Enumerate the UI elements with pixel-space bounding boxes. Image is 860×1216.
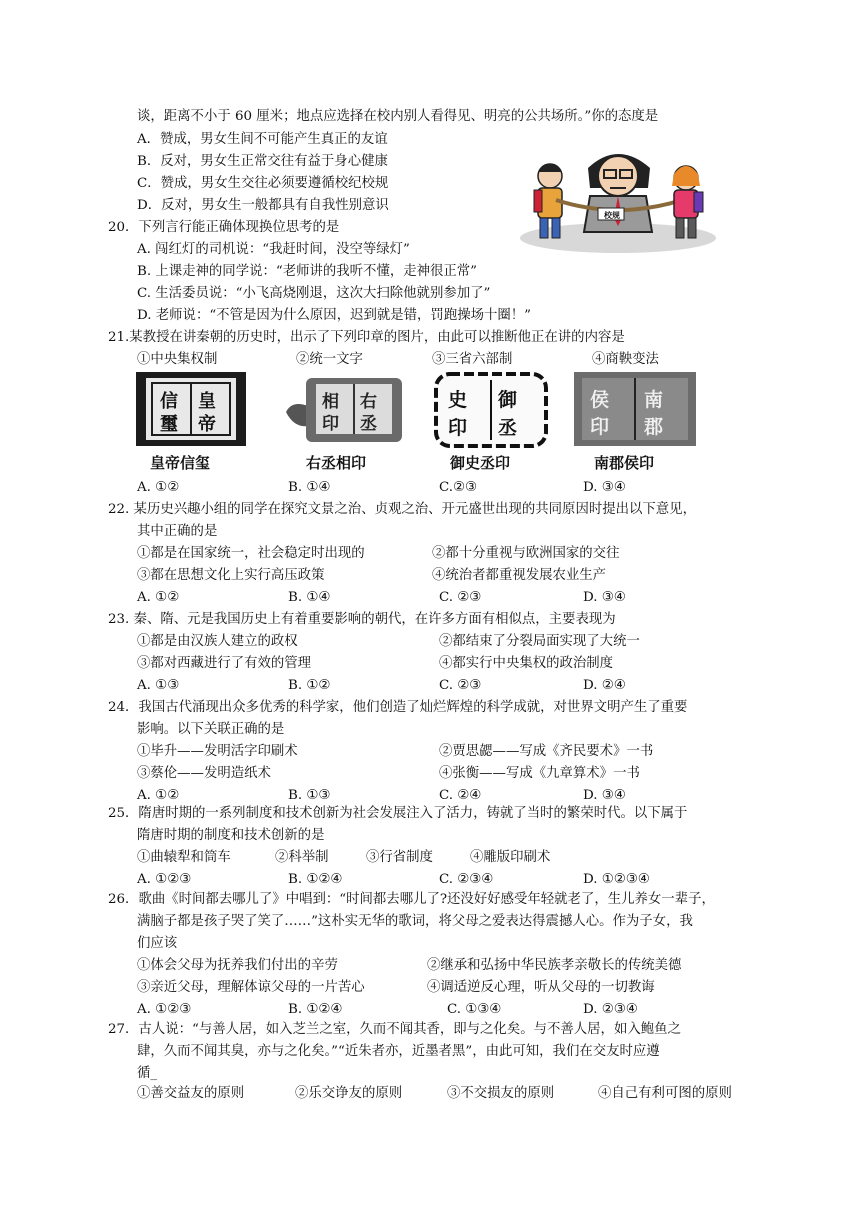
seal4-char-4: 郡: [644, 416, 664, 438]
seal4-caption: 南郡侯印: [594, 454, 655, 472]
seal3-char-3: 印: [448, 417, 468, 439]
q25-answer-a: A. ①②③: [137, 872, 192, 887]
q25-item-2: ②科举制: [275, 850, 329, 865]
q24-item-4: ④张衡——写成《九章算术》一书: [439, 766, 640, 781]
q20-option-d: D. 老师说：“不管是因为什么原因，迟到就是错，罚跑操场十圈！”: [137, 308, 532, 323]
q27-item-1: ①善交益友的原则: [137, 1086, 245, 1101]
q26-item-1: ①体会父母为抚养我们付出的辛劳: [137, 958, 338, 973]
q24-item-1: ①毕升——发明活字印刷术: [137, 744, 298, 759]
seal3-char-4: 丞: [498, 417, 518, 439]
q25-stem-line2: 隋唐时期的制度和技术创新的是: [137, 828, 325, 843]
q22-item-2: ②都十分重视与欧洲国家的交往: [432, 546, 620, 561]
q24-stem-line1: 24．我国古代涌现出众多优秀的科学家，他们创造了灿烂辉煌的科学成就，对世界文明产生了重要: [108, 700, 688, 715]
q22-item-3: ③都在思想文化上实行高压政策: [137, 568, 325, 583]
q21-choice-1: ①中央集权制: [137, 352, 218, 367]
q25-answer-b: B. ①②④: [288, 872, 343, 887]
q19-option-c: C．赞成，男女生交往必须要遵循校纪校规: [137, 176, 389, 191]
seal-you-chengxiang-yin: [282, 372, 408, 448]
q26-item-3: ③亲近父母，理解体谅父母的一片苦心: [137, 980, 365, 995]
q26-answer-c: C. ①③④: [447, 1002, 502, 1017]
seal1-char-1: 信: [160, 391, 178, 412]
q24-answer-c: C. ②④: [439, 788, 482, 803]
q23-answer-a: A. ①③: [137, 678, 180, 693]
q27-stem-line3: 循_: [137, 1066, 158, 1081]
q27-item-4: ④自己有利可图的原则: [598, 1086, 732, 1101]
seal2-caption: 右丞相印: [306, 454, 367, 472]
seal-nanjun-hou-yin: [572, 370, 698, 448]
q23-item-3: ③都对西藏进行了有效的管理: [137, 656, 312, 671]
q19-option-b: B．反对，男女生正常交往有益于身心健康: [137, 154, 388, 169]
q22-stem-line1: 22. 某历史兴趣小组的同学在探究文景之治、贞观之治、开元盛世出现的共同原因时提出以下意见，: [108, 502, 696, 517]
q22-item-1: ①都是在国家统一，社会稳定时出现的: [137, 546, 365, 561]
q27-stem-line1: 27．古人说：“与善人居，如入芝兰之室，久而不闻其香，即与之化矣。与不善人居，如入鲍鱼之: [108, 1022, 681, 1037]
q25-item-4: ④雕版印刷术: [470, 850, 551, 865]
q24-answer-d: D. ③④: [583, 788, 626, 803]
q24-answer-a: A. ①②: [137, 788, 180, 803]
q26-stem-line1: 26．歌曲《时间都去哪儿了》中唱到：“时间都去哪儿了?还没好好感受年轻就老了，生儿养女一辈子，: [108, 892, 715, 907]
q19-option-a: A．赞成，男女生间不可能产生真正的友谊: [137, 132, 388, 147]
q23-item-4: ④都实行中央集权的政治制度: [439, 656, 614, 671]
q26-stem-line3: 们应该: [137, 936, 178, 951]
q21-choice-2: ②统一文字: [296, 352, 363, 367]
q22-answer-d: D. ③④: [583, 590, 626, 605]
q22-answer-a: A. ①②: [137, 590, 180, 605]
q24-item-3: ③蔡伦——发明造纸术: [137, 766, 271, 781]
q27-item-2: ②乐交诤友的原则: [295, 1086, 403, 1101]
q20-option-b: B. 上课走神的同学说：“老师讲的我听不懂，走神很正常”: [137, 264, 478, 279]
seal1-char-2: 皇: [198, 391, 216, 412]
seal4-char-2: 南: [644, 389, 664, 411]
seal2-char-4: 丞: [360, 414, 377, 434]
q22-answer-c: C. ②③: [439, 590, 482, 605]
seal1-char-3: 璽: [160, 414, 178, 435]
seal3-caption: 御史丞印: [450, 454, 511, 472]
q24-item-2: ②贾思勰——写成《齐民要术》一书: [439, 744, 654, 759]
seal4-char-3: 印: [590, 416, 610, 438]
q22-item-4: ④统治者都重视发展农业生产: [432, 568, 607, 583]
q22-answer-b: B. ①④: [288, 590, 331, 605]
q26-answer-b: B. ①②④: [288, 1002, 343, 1017]
q26-item-2: ②继承和弘扬中华民族孝亲敬长的传统美德: [427, 958, 682, 973]
q21-answer-b: B. ①④: [288, 480, 331, 495]
q20-stem: 20．下列言行能正确体现换位思考的是: [108, 220, 340, 235]
q26-item-4: ④调适逆反心理，听从父母的一切教诲: [427, 980, 655, 995]
q23-item-1: ①都是由汉族人建立的政权: [137, 634, 298, 649]
q21-stem: 21.某教授在讲秦朝的历史时，出示了下列印章的图片，由此可以推断他正在讲的内容是: [108, 330, 625, 345]
cartoon-label: 校规: [604, 211, 620, 220]
q20-option-a: A. 闯红灯的司机说：“我赶时间，没空等绿灯”: [137, 242, 410, 257]
seal2-char-1: 相: [322, 392, 339, 412]
q26-answer-d: D. ②③④: [583, 1002, 638, 1017]
q25-item-1: ①曲辕犁和筒车: [137, 850, 231, 865]
q26-stem-line2: 满脑子都是孩子哭了笑了……”这朴实无华的歌词，将父母之爱表达得震撼人心。作为子女，我: [137, 914, 693, 929]
q20-option-c: C. 生活委员说：“小飞高烧刚退，这次大扫除他就别参加了”: [137, 286, 491, 301]
seal2-char-3: 印: [322, 414, 339, 434]
seal-yushi-cheng-yin: [432, 370, 550, 450]
q23-answer-c: C. ②③: [439, 678, 482, 693]
q19-stem-continuation: 谈，距离不小于 60 厘米；地点应选择在校内别人看得见、明亮的公共场所。”你的态度是: [137, 109, 659, 124]
seal1-caption: 皇帝信玺: [150, 454, 211, 472]
q21-answer-a: A. ①②: [137, 480, 180, 495]
q22-stem-line2: 其中正确的是: [137, 524, 218, 539]
q24-answer-b: B. ①③: [288, 788, 331, 803]
seal-huangdi-xinxi: [134, 370, 248, 448]
q27-item-3: ③不交损友的原则: [447, 1086, 555, 1101]
seal3-char-1: 史: [448, 389, 468, 411]
q23-stem: 23. 秦、隋、元是我国历史上有着重要影响的朝代，在许多方面有相似点，主要表现为: [108, 612, 616, 627]
q23-answer-d: D. ②④: [583, 678, 626, 693]
q23-answer-b: B. ①②: [288, 678, 331, 693]
seal3-char-2: 御: [498, 389, 518, 411]
q27-stem-line2: 肆，久而不闻其臭，亦与之化矣。”“近朱者亦，近墨者黑”，由此可知，我们在交友时应遵: [137, 1044, 660, 1059]
seal1-char-4: 帝: [198, 414, 216, 435]
q19-option-d: D．反对，男女生一般都具有自我性别意识: [137, 198, 389, 213]
q21-choice-3: ③三省六部制: [432, 352, 513, 367]
q23-item-2: ②都结束了分裂局面实现了大统一: [439, 634, 640, 649]
q25-item-3: ③行省制度: [366, 850, 433, 865]
q21-answer-d: D. ③④: [583, 480, 626, 495]
seal2-char-2: 右: [360, 392, 377, 412]
q25-stem-line1: 25．隋唐时期的一系列制度和技术创新为社会发展注入了活力，铸就了当时的繁荣时代。以下属于: [108, 806, 688, 821]
q25-answer-d: D. ①②③④: [583, 872, 650, 887]
q24-stem-line2: 影响。以下关联正确的是: [137, 722, 285, 737]
school-rules-cartoon: [518, 128, 718, 254]
q21-choice-4: ④商鞅变法: [592, 352, 659, 367]
seal4-char-1: 侯: [590, 389, 610, 411]
q21-answer-c: C.②③: [439, 480, 478, 495]
q26-answer-a: A. ①②③: [137, 1002, 192, 1017]
q25-answer-c: C. ②③④: [439, 872, 494, 887]
